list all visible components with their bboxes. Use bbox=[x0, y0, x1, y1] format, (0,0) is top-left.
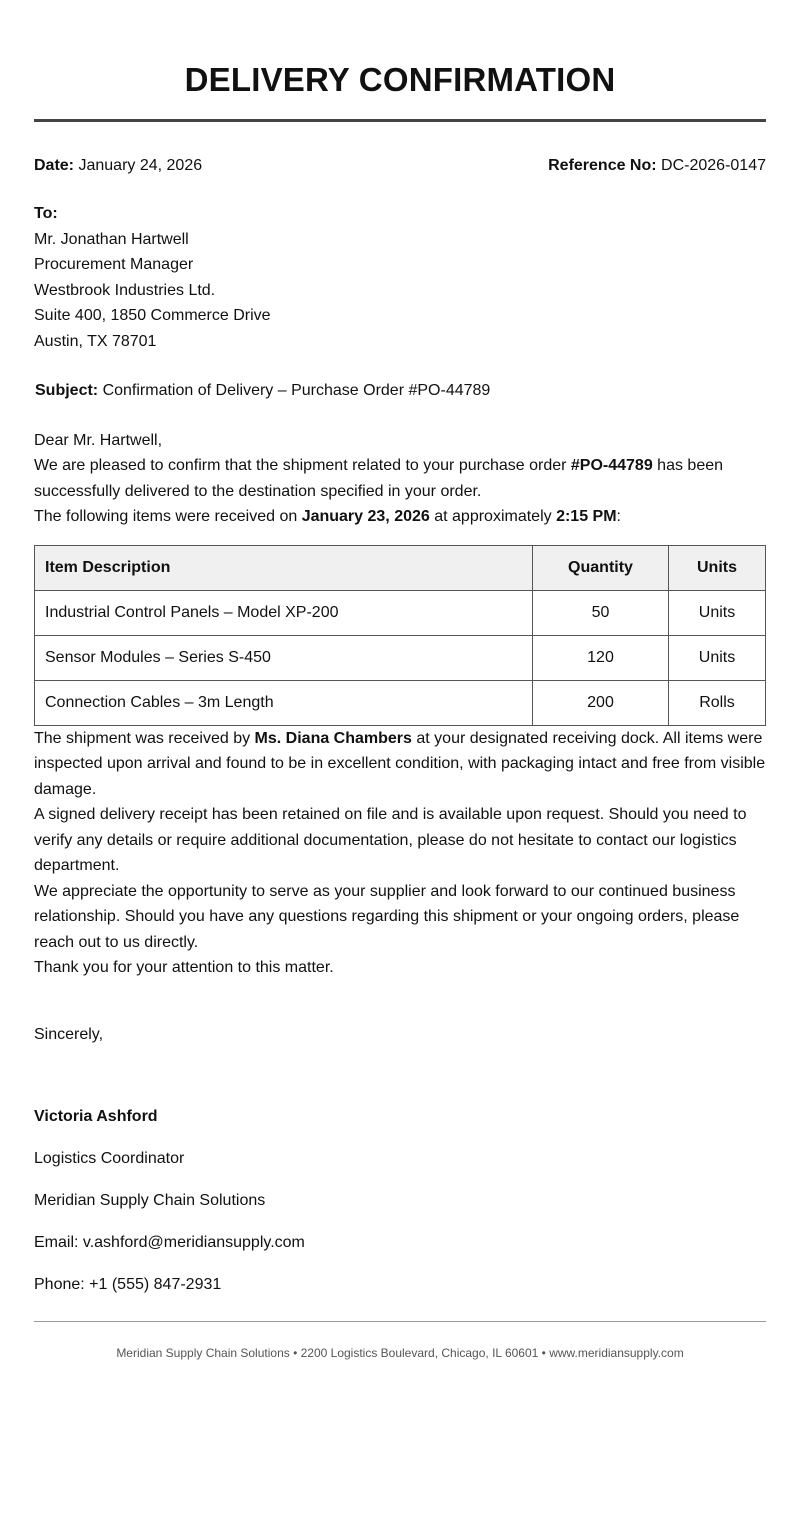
recipient-title: Procurement Manager bbox=[34, 256, 194, 273]
date-value: January 24, 2026 bbox=[78, 157, 203, 174]
recipient-address-line1: Suite 400, 1850 Commerce Drive bbox=[34, 307, 271, 324]
recipient-company: Westbrook Industries Ltd. bbox=[34, 281, 216, 299]
header-item-description: Item Description bbox=[35, 545, 533, 590]
received-date: January 23, 2026 bbox=[301, 508, 430, 525]
to-label: To: bbox=[34, 205, 58, 222]
signer-name: Victoria Ashford bbox=[34, 1107, 158, 1125]
receiver-name: Ms. Diana Chambers bbox=[254, 729, 412, 747]
signer-email: Email: v.ashford@meridiansupply.com bbox=[34, 1233, 305, 1251]
recipient-block bbox=[34, 201, 766, 354]
greeting: Dear Mr. Hartwell, bbox=[34, 432, 163, 449]
item-description: Industrial Control Panels – Model XP-200 bbox=[35, 590, 533, 635]
header-units: Units bbox=[669, 545, 766, 590]
subject-value: Confirmation of Delivery – Purchase Order #PO-44789 bbox=[102, 382, 491, 399]
closing: Sincerely, bbox=[34, 1025, 104, 1043]
recipient-address-line2: Austin, TX 78701 bbox=[34, 332, 157, 350]
paragraph2-middle: at approximately bbox=[429, 508, 557, 525]
signer-company: Meridian Supply Chain Solutions bbox=[34, 1191, 266, 1209]
reference-line bbox=[548, 156, 766, 176]
item-quantity: 50 bbox=[533, 590, 669, 635]
footer-divider bbox=[34, 1321, 766, 1322]
meta-row bbox=[34, 156, 766, 176]
footer-text: Meridian Supply Chain Solutions • 2200 Logistics Boulevard, Chicago, IL 60601 • www.meridiansupply.com bbox=[116, 1345, 684, 1360]
recipient-name: Mr. Jonathan Hartwell bbox=[34, 230, 189, 248]
subject-label: Subject: bbox=[35, 382, 99, 399]
paragraph-inspection bbox=[34, 726, 766, 803]
paragraph2-before: The following items were received on bbox=[34, 508, 302, 525]
reference-value: DC-2026-0147 bbox=[661, 157, 766, 174]
item-quantity: 120 bbox=[533, 635, 669, 680]
paragraph3-before: The shipment was received by bbox=[34, 729, 255, 747]
item-quantity: 200 bbox=[533, 680, 669, 725]
signer-phone: Phone: +1 (555) 847-2931 bbox=[34, 1275, 222, 1293]
paragraph-appreciation: We appreciate the opportunity to serve as your supplier and look forward to our continued business relationship. Should you have any questions regarding this shipment or your ongoing orders, please reach out to us directly. bbox=[34, 882, 740, 951]
table-row bbox=[35, 680, 766, 725]
item-units: Units bbox=[669, 590, 766, 635]
document-title: DELIVERY CONFIRMATION bbox=[184, 61, 616, 98]
table-row bbox=[35, 590, 766, 635]
reference-label: Reference No: bbox=[548, 157, 657, 174]
paragraph1-after: has been successfully delivered to the destination specified in your order. bbox=[34, 457, 724, 500]
table-row bbox=[35, 635, 766, 680]
items-table bbox=[34, 545, 766, 726]
subject-line bbox=[34, 378, 766, 403]
item-description: Connection Cables – 3m Length bbox=[35, 680, 533, 725]
paragraph2-after: : bbox=[616, 508, 621, 525]
paragraph1-before: We are pleased to confirm that the shipment related to your purchase order bbox=[34, 457, 571, 474]
date-line bbox=[34, 156, 202, 176]
header-quantity: Quantity bbox=[533, 545, 669, 590]
signature-block bbox=[34, 1104, 766, 1297]
paragraph-receipt: A signed delivery receipt has been retained on file and is available upon request. Should you need to verify any details or require additional documentation, please do not hesitate to contact our logistics department. bbox=[34, 806, 747, 874]
item-description: Sensor Modules – Series S-450 bbox=[35, 635, 533, 680]
table-header-row bbox=[35, 545, 766, 590]
received-time: 2:15 PM bbox=[556, 508, 617, 525]
paragraph-confirmation bbox=[34, 453, 766, 504]
paragraph-received bbox=[34, 504, 766, 530]
item-units: Units bbox=[669, 635, 766, 680]
signer-title: Logistics Coordinator bbox=[34, 1149, 185, 1167]
date-label: Date: bbox=[34, 157, 75, 174]
letter-page bbox=[34, 0, 766, 1361]
paragraph3-after: at your designated receiving dock. All items were inspected upon arrival and found to be in excellent condition, with packaging intact and free from visible damage. bbox=[34, 729, 766, 798]
item-units: Rolls bbox=[669, 680, 766, 725]
paragraph-thanks: Thank you for your attention to this matter. bbox=[34, 959, 334, 976]
title-divider bbox=[34, 119, 766, 122]
po-number: #PO-44789 bbox=[570, 457, 653, 474]
